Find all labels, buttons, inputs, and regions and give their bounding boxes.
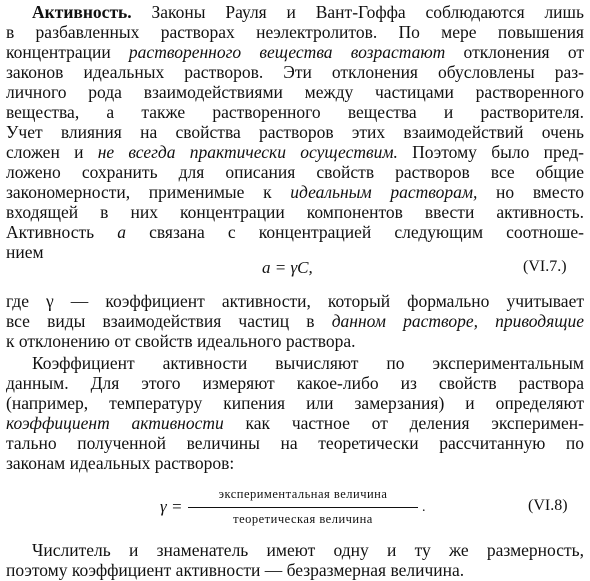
text-line: концентрации растворенного вещества возрастают отклонения от <box>6 42 584 62</box>
text-line: Активность a связана с концентрацией следующим соотноше- <box>6 222 584 242</box>
text-line: где γ — коэффициент активности, который формально учитывает <box>6 291 584 311</box>
text-line: Числитель и знаменатель имеют одну и ту же размерность, <box>32 540 584 560</box>
equation-number: (VI.7.) <box>523 258 567 275</box>
text-line: сложен и не всегда практически осуществим. Поэтому было пред- <box>6 142 584 162</box>
fraction-numerator: экспериментальная величина <box>218 487 388 501</box>
text-line: нием <box>6 242 44 262</box>
equation-number: (VI.8) <box>528 497 568 514</box>
text-line: ложено сохранить для описания свойств растворов все общие <box>6 162 584 182</box>
fraction-equation <box>160 486 430 530</box>
text-line: поэтому коэффициент активности — безразмерная величина. <box>6 560 465 580</box>
text-line: Коэффициент активности вычисляют по экспериментальным <box>32 353 584 373</box>
text-line: тально полученной величины на теоретически рассчитанную по <box>6 433 584 453</box>
text-line: (например, температуру кипения или замерзания) и определяют <box>6 393 584 413</box>
equation-period: . <box>422 500 426 515</box>
text-line: все виды взаимодействия частиц в данном растворе, приводящие <box>6 311 584 331</box>
text-line: законов идеальных растворов. Эти отклонения обусловлены раз- <box>6 62 584 82</box>
text-line: Учет влияния на свойства растворов этих взаимодействий очень <box>6 122 584 142</box>
text-line: входящей в них концентрации компонентов ввести активность. <box>6 202 584 222</box>
equation-formula: a = γC, <box>262 258 313 277</box>
text-line: личного рода взаимодействиями между частицами растворенного <box>6 82 584 102</box>
text-line: коэффициент активности как частное от деления эксперимен- <box>6 413 584 433</box>
section-term: Активность. <box>32 2 132 22</box>
text-line: закономерности, применимые к идеальным растворам, но вместо <box>6 182 584 202</box>
text-line: к отклонению от свойств идеального раствора. <box>6 331 356 351</box>
fraction-denominator: теоретическая величина <box>233 512 373 526</box>
text-line: в разбавленных растворах неэлектролитов. По мере повышения <box>6 22 584 42</box>
equation-lhs: γ = <box>160 497 183 516</box>
fraction-bar <box>188 507 418 508</box>
text-line: данным. Для этого измеряют какое-либо из свойств раствора <box>6 373 584 393</box>
text-line: Активность. Законы Рауля и Вант-Гоффа соблюдаются лишь <box>32 2 584 22</box>
text-line: законам идеальных растворов: <box>6 453 235 473</box>
text-line: вещества, а также растворенного вещества и растворителя. <box>6 102 584 122</box>
